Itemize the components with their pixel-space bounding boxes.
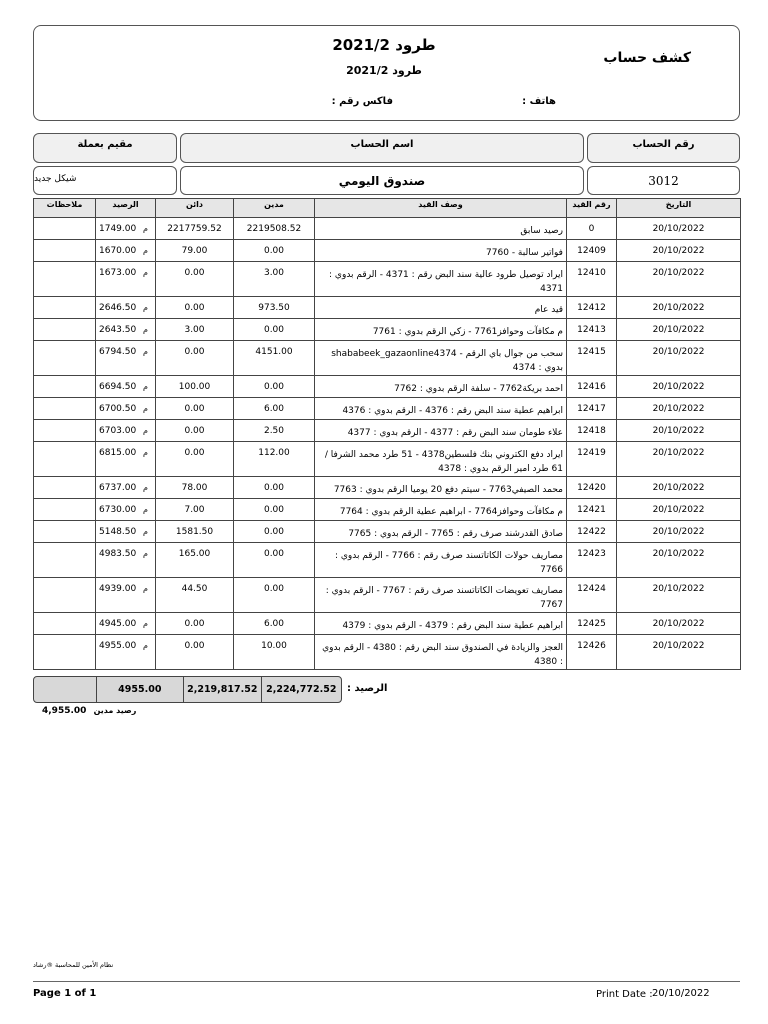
debit-cell: 0.00 (234, 499, 315, 521)
balance-side: م (143, 527, 148, 536)
balance-side: م (143, 483, 148, 492)
account-number-label: رقم الحساب (632, 139, 695, 150)
table-row (34, 442, 741, 477)
notes-cell (34, 613, 96, 635)
date-cell: 20/10/2022 (617, 442, 741, 477)
ledger-body (34, 218, 741, 670)
balance-cell (96, 613, 156, 635)
debit-cell: 112.00 (234, 442, 315, 477)
debit-cell: 0.00 (234, 521, 315, 543)
entry-no-cell: 12423 (567, 543, 617, 578)
description-cell: ايراد توصيل طرود عالية سند البض رقم : 4371 - الرقم بدوي : 4371 (315, 262, 567, 297)
entry-no-cell: 12418 (567, 420, 617, 442)
closing-balance-label: رصيد مدين (93, 706, 137, 715)
balance-side: م (143, 303, 148, 312)
balance-side: م (143, 224, 148, 233)
totals-debit: 2,224,772.52 (261, 677, 341, 702)
page-number: Page 1 of 1 (33, 988, 97, 999)
balance-value: 6737.00 (99, 483, 137, 493)
table-row (34, 376, 741, 398)
table-row (34, 477, 741, 499)
date-cell: 20/10/2022 (617, 319, 741, 341)
date-cell: 20/10/2022 (617, 635, 741, 670)
description-cell: رصيد سابق (315, 218, 567, 240)
print-date: 20/10/2022 (652, 988, 710, 999)
notes-cell (34, 376, 96, 398)
balance-value: 4983.50 (99, 549, 137, 559)
balance-value: 4955.00 (99, 641, 137, 651)
notes-cell (34, 635, 96, 670)
account-number: 3012 (648, 173, 679, 188)
account-name-box (180, 166, 584, 195)
currency-label-box (33, 133, 177, 163)
debit-cell: 0.00 (234, 543, 315, 578)
balance-cell (96, 262, 156, 297)
date-cell: 20/10/2022 (617, 499, 741, 521)
credit-cell: 0.00 (156, 398, 234, 420)
notes-cell (34, 341, 96, 376)
date-cell: 20/10/2022 (617, 543, 741, 578)
entry-no-cell: 0 (567, 218, 617, 240)
balance-cell (96, 543, 156, 578)
entry-no-cell: 12409 (567, 240, 617, 262)
totals-credit: 2,219,817.52 (183, 677, 261, 702)
balance-cell (96, 376, 156, 398)
balance-side: م (143, 268, 148, 277)
balance-side: م (143, 426, 148, 435)
notes-cell (34, 398, 96, 420)
balance-value: 1670.00 (99, 246, 137, 256)
description-cell: محمد الصيفي7763 - سيتم دفع 20 يوميا الرقم بدوي : 7763 (315, 477, 567, 499)
debit-cell: 0.00 (234, 240, 315, 262)
credit-cell: 78.00 (156, 477, 234, 499)
currency-box (33, 166, 177, 195)
description-cell: صادق القدرشند صرف رقم : 7765 - الرقم بدوي : 7765 (315, 521, 567, 543)
balance-side: م (143, 325, 148, 334)
balance-cell (96, 341, 156, 376)
table-row (34, 499, 741, 521)
description-cell: ابراهيم عطية سند البض رقم : 4379 - الرقم بدوي : 4379 (315, 613, 567, 635)
debit-cell: 2219508.52 (234, 218, 315, 240)
entry-no-cell: 12412 (567, 297, 617, 319)
col-description-header: وصف القيد (315, 199, 567, 218)
notes-cell (34, 499, 96, 521)
balance-side: م (143, 404, 148, 413)
credit-cell: 100.00 (156, 376, 234, 398)
balance-side: م (143, 549, 148, 558)
table-row (34, 420, 741, 442)
entry-no-cell: 12419 (567, 442, 617, 477)
description-cell: ايراد دفع الكتروني بنك فلسطين4378 - 51 طرد محمد الشرفا / 61 طرد امير الرقم بدوي : 4378 (315, 442, 567, 477)
balance-cell (96, 319, 156, 341)
col-balance-header: الرصيد (96, 199, 156, 218)
balance-value: 2646.50 (99, 303, 137, 313)
debit-cell: 6.00 (234, 398, 315, 420)
col-entry-no-header: رقم القيد (567, 199, 617, 218)
table-row (34, 613, 741, 635)
balance-value: 6730.00 (99, 505, 137, 515)
credit-cell: 0.00 (156, 420, 234, 442)
table-row (34, 398, 741, 420)
balance-value: 1749.00 (99, 224, 137, 234)
col-notes-header: ملاحظات (34, 199, 96, 218)
credit-cell: 0.00 (156, 297, 234, 319)
notes-cell (34, 477, 96, 499)
table-row (34, 521, 741, 543)
debit-cell: 0.00 (234, 477, 315, 499)
entry-no-cell: 12415 (567, 341, 617, 376)
balance-cell (96, 442, 156, 477)
balance-cell (96, 398, 156, 420)
system-note: نظام الأمين للمحاسبة ®رشاد (33, 961, 114, 969)
description-cell: ابراهيم عطية سند البض رقم : 4376 - الرقم بدوي : 4376 (315, 398, 567, 420)
balance-cell (96, 477, 156, 499)
currency-label: مقيم بعملة (77, 139, 133, 150)
closing-balance-value: 4,955.00 (42, 706, 87, 716)
phone-label: هاتف : (522, 96, 556, 107)
credit-cell: 7.00 (156, 499, 234, 521)
notes-cell (34, 578, 96, 613)
table-row (34, 297, 741, 319)
balance-value: 6700.50 (99, 404, 137, 414)
balance-value: 6703.00 (99, 426, 137, 436)
balance-cell (96, 218, 156, 240)
credit-cell: 0.00 (156, 442, 234, 477)
balance-side: م (143, 584, 148, 593)
notes-cell (34, 543, 96, 578)
balance-value: 5148.50 (99, 527, 137, 537)
debit-cell: 3.00 (234, 262, 315, 297)
credit-cell: 79.00 (156, 240, 234, 262)
credit-cell: 3.00 (156, 319, 234, 341)
description-cell: علاء طومان سند البض رقم : 4377 - الرقم بدوي : 4377 (315, 420, 567, 442)
date-cell: 20/10/2022 (617, 398, 741, 420)
balance-cell (96, 578, 156, 613)
balance-cell (96, 521, 156, 543)
date-cell: 20/10/2022 (617, 420, 741, 442)
table-row (34, 578, 741, 613)
ledger-table (33, 198, 741, 670)
footer-divider (33, 981, 740, 982)
balance-side: م (143, 382, 148, 391)
report-subtitle: طرود 2021/2 (346, 64, 422, 77)
account-number-box (587, 166, 740, 195)
notes-cell (34, 319, 96, 341)
entry-no-cell: 12424 (567, 578, 617, 613)
date-cell: 20/10/2022 (617, 240, 741, 262)
date-cell: 20/10/2022 (617, 297, 741, 319)
credit-cell: 165.00 (156, 543, 234, 578)
date-cell: 20/10/2022 (617, 613, 741, 635)
balance-cell (96, 297, 156, 319)
debit-cell: 0.00 (234, 376, 315, 398)
entry-no-cell: 12421 (567, 499, 617, 521)
date-cell: 20/10/2022 (617, 578, 741, 613)
totals-label: الرصيد : (347, 683, 388, 694)
balance-side: م (143, 619, 148, 628)
credit-cell: 0.00 (156, 613, 234, 635)
balance-value: 6794.50 (99, 347, 137, 357)
balance-value: 1673.00 (99, 268, 137, 278)
date-cell: 20/10/2022 (617, 477, 741, 499)
notes-cell (34, 262, 96, 297)
debit-cell: 0.00 (234, 319, 315, 341)
table-row (34, 218, 741, 240)
notes-cell (34, 297, 96, 319)
description-cell: احمد بريكة7762 - سلفة الرقم بدوي : 7762 (315, 376, 567, 398)
entry-no-cell: 12416 (567, 376, 617, 398)
description-cell: م مكافآت وحوافز7764 - ابراهيم عطية الرقم بدوي : 7764 (315, 499, 567, 521)
col-date-header: التاريخ (617, 199, 741, 218)
entry-no-cell: 12422 (567, 521, 617, 543)
table-row (34, 543, 741, 578)
debit-cell: 10.00 (234, 635, 315, 670)
notes-cell (34, 521, 96, 543)
notes-cell (34, 218, 96, 240)
account-name-label-box (180, 133, 584, 163)
report-title: طرود 2021/2 (332, 36, 436, 54)
credit-cell: 1581.50 (156, 521, 234, 543)
credit-cell: 44.50 (156, 578, 234, 613)
table-row (34, 635, 741, 670)
notes-cell (34, 420, 96, 442)
credit-cell: 0.00 (156, 341, 234, 376)
entry-no-cell: 12413 (567, 319, 617, 341)
account-name-label: اسم الحساب (350, 139, 414, 150)
entry-no-cell: 12420 (567, 477, 617, 499)
totals-notes-cell (34, 677, 96, 702)
totals-box (33, 676, 342, 703)
description-cell: فواتير سالبة - 7760 (315, 240, 567, 262)
closing-balance-note (42, 706, 136, 716)
entry-no-cell: 12425 (567, 613, 617, 635)
description-cell: العجز والزيادة في الصندوق سند البض رقم : 4380 - الرقم بدوي : 4380 (315, 635, 567, 670)
description-cell: م مكافآت وحوافز7761 - زكي الرقم بدوي : 7761 (315, 319, 567, 341)
description-cell: مصاريف حولات الكاتاتسند صرف رقم : 7766 - الرقم بدوي : 7766 (315, 543, 567, 578)
date-cell: 20/10/2022 (617, 341, 741, 376)
date-cell: 20/10/2022 (617, 218, 741, 240)
balance-side: م (143, 448, 148, 457)
document-type: كشف حساب (603, 50, 691, 66)
balance-side: م (143, 505, 148, 514)
description-cell: قيد عام (315, 297, 567, 319)
account-number-label-box (587, 133, 740, 163)
date-cell: 20/10/2022 (617, 376, 741, 398)
debit-cell: 4151.00 (234, 341, 315, 376)
date-cell: 20/10/2022 (617, 262, 741, 297)
entry-no-cell: 12426 (567, 635, 617, 670)
description-cell: سحب من جوال باي الرقم - shababeek_gazaonline4374 بدوي : 4374 (315, 341, 567, 376)
balance-side: م (143, 347, 148, 356)
table-row (34, 341, 741, 376)
description-cell: مصاريف تعويضات الكاتاتسند صرف رقم : 7767 - الرقم بدوي : 7767 (315, 578, 567, 613)
balance-value: 2643.50 (99, 325, 137, 335)
notes-cell (34, 442, 96, 477)
balance-value: 4939.00 (99, 584, 137, 594)
table-row (34, 262, 741, 297)
balance-cell (96, 499, 156, 521)
table-header-row (34, 199, 741, 218)
entry-no-cell: 12417 (567, 398, 617, 420)
balance-side: م (143, 246, 148, 255)
credit-cell: 0.00 (156, 635, 234, 670)
account-name: صندوق اليومي (338, 173, 426, 188)
entry-no-cell: 12410 (567, 262, 617, 297)
report-header (33, 25, 740, 121)
credit-cell: 2217759.52 (156, 218, 234, 240)
debit-cell: 0.00 (234, 578, 315, 613)
notes-cell (34, 240, 96, 262)
totals-balance: 4955.00 (96, 677, 183, 702)
print-date-label: Print Date : (596, 989, 653, 1000)
currency-value: شيكل جديد (34, 174, 77, 184)
col-credit-header: دائن (156, 199, 234, 218)
debit-cell: 973.50 (234, 297, 315, 319)
balance-cell (96, 240, 156, 262)
balance-side: م (143, 641, 148, 650)
balance-cell (96, 420, 156, 442)
debit-cell: 6.00 (234, 613, 315, 635)
balance-cell (96, 635, 156, 670)
balance-value: 6694.50 (99, 382, 137, 392)
balance-value: 6815.00 (99, 448, 137, 458)
date-cell: 20/10/2022 (617, 521, 741, 543)
credit-cell: 0.00 (156, 262, 234, 297)
col-debit-header: مدين (234, 199, 315, 218)
table-row (34, 319, 741, 341)
fax-label: فاكس رقم : (331, 96, 393, 107)
debit-cell: 2.50 (234, 420, 315, 442)
balance-value: 4945.00 (99, 619, 137, 629)
table-row (34, 240, 741, 262)
